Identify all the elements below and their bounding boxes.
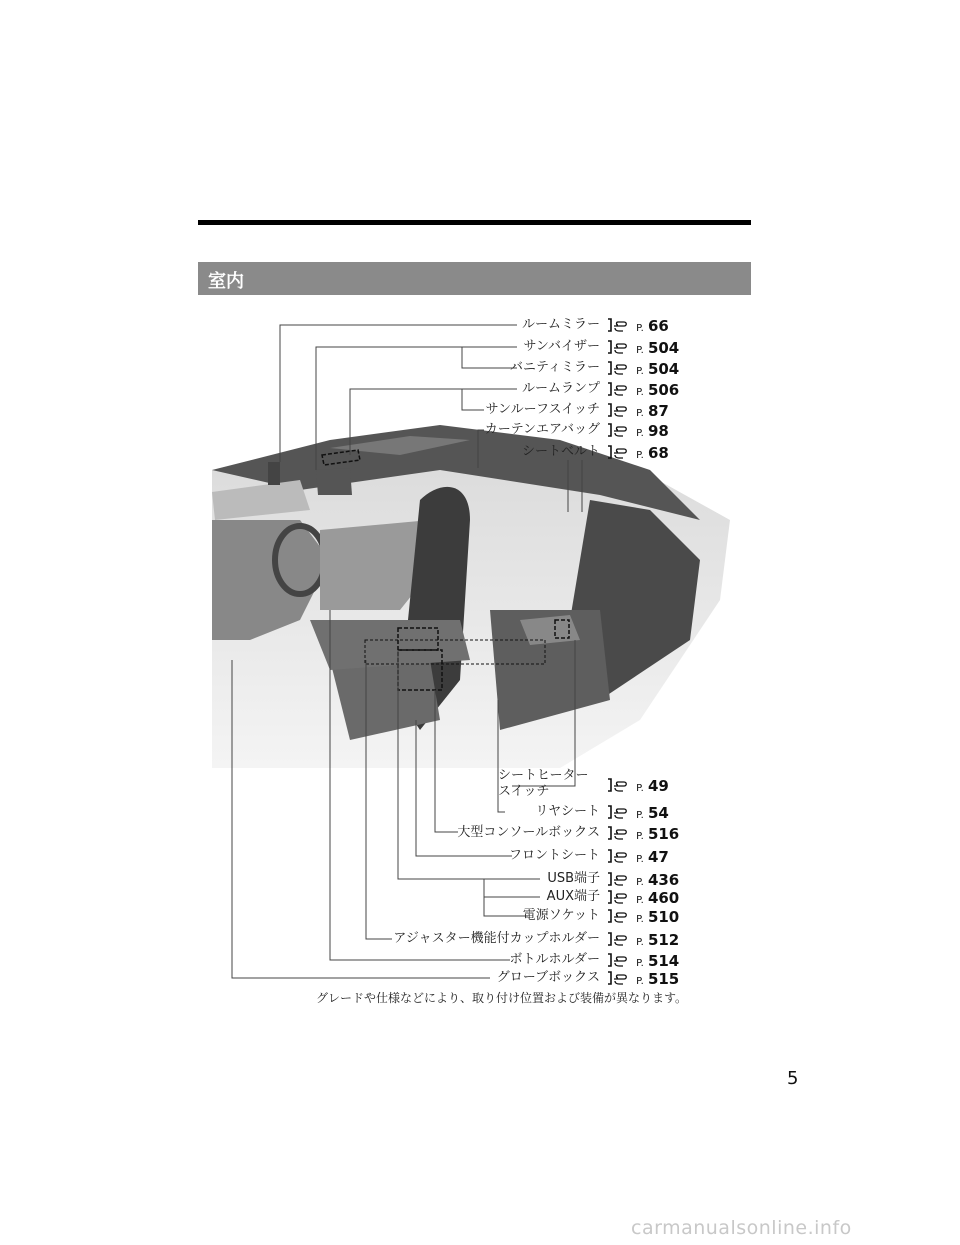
page-ref-number: 514: [647, 952, 680, 970]
page-ref: [606, 444, 669, 465]
label-seat-belt: シートベルト: [521, 444, 600, 459]
page-ref-prefix: P.: [636, 408, 644, 419]
page-ref-prefix: P.: [636, 323, 644, 334]
page-ref-number: 516: [647, 825, 680, 843]
pointing-hand-icon: [606, 908, 632, 929]
label-rear-seat: リヤシート: [535, 804, 600, 819]
page-ref: [606, 908, 679, 929]
pointing-hand-icon: [606, 339, 632, 360]
page-ref: [606, 777, 669, 798]
page-ref: [606, 422, 669, 443]
pointing-hand-icon: [606, 317, 632, 338]
page-ref-prefix: P.: [636, 895, 644, 906]
label-aux-port: AUX端子: [546, 889, 600, 904]
page-ref: [606, 402, 669, 423]
label-front-seat: フロントシート: [508, 848, 600, 863]
page-ref-number: 504: [647, 360, 680, 378]
page-ref: [606, 931, 679, 952]
page-ref-number: 436: [647, 871, 680, 889]
page-ref-prefix: P.: [636, 958, 644, 969]
pointing-hand-icon: [606, 804, 632, 825]
page-ref-number: 510: [647, 908, 680, 926]
page-ref-prefix: P.: [636, 810, 644, 821]
page-ref-prefix: P.: [636, 783, 644, 794]
page-ref: [606, 889, 679, 910]
label-sun-visor: サンバイザー: [523, 339, 600, 354]
pointing-hand-icon: [606, 970, 632, 991]
page-ref-prefix: P.: [636, 366, 644, 377]
page-ref-prefix: P.: [636, 345, 644, 356]
page-ref-prefix: P.: [636, 877, 644, 888]
page-ref-number: 66: [647, 317, 669, 335]
page-ref-number: 515: [647, 970, 680, 988]
page-ref-prefix: P.: [636, 914, 644, 925]
page-ref-number: 504: [647, 339, 680, 357]
label-usb-port: USB端子: [547, 871, 600, 886]
page-ref-number: 68: [647, 444, 669, 462]
page-ref-prefix: P.: [636, 831, 644, 842]
label-seat-heater-switch: シートヒーター スイッチ: [498, 768, 589, 799]
label-power-socket: 電源ソケット: [522, 908, 600, 923]
page-ref: [606, 970, 679, 991]
label-bottle-holder: ボトルホルダー: [509, 952, 600, 967]
page-ref-prefix: P.: [636, 428, 644, 439]
pointing-hand-icon: [606, 381, 632, 402]
pointing-hand-icon: [606, 777, 632, 798]
label-room-mirror: ルームミラー: [521, 317, 600, 332]
pointing-hand-icon: [606, 402, 632, 423]
pointing-hand-icon: [606, 931, 632, 952]
equipment-note: グレードや仕様などにより、取り付け位置および装備が異なります。: [316, 991, 688, 1005]
watermark: carmanualsonline.info: [631, 1217, 852, 1239]
section-title: 室内: [208, 271, 244, 292]
pointing-hand-icon: [606, 848, 632, 869]
pointing-hand-icon: [606, 422, 632, 443]
label-cup-holder: アジャスター機能付カップホルダー: [393, 931, 600, 946]
page-ref-prefix: P.: [636, 387, 644, 398]
page-ref-number: 47: [647, 848, 669, 866]
label-console-box: 大型コンソールボックス: [457, 825, 600, 840]
label-sunroof-switch: サンルーフスイッチ: [485, 402, 600, 417]
pointing-hand-icon: [606, 444, 632, 465]
page-ref: [606, 825, 679, 846]
page-ref-number: 87: [647, 402, 669, 420]
page-ref: [606, 381, 679, 402]
page-ref-prefix: P.: [636, 937, 644, 948]
page-ref-number: 506: [647, 381, 680, 399]
page-ref-prefix: P.: [636, 854, 644, 865]
label-room-lamp: ルームランプ: [521, 381, 600, 396]
page-ref-number: 512: [647, 931, 680, 949]
label-glove-box: グローブボックス: [496, 970, 600, 985]
label-vanity-mirror: バニティミラー: [510, 360, 600, 375]
page-ref-number: 98: [647, 422, 669, 440]
page-ref-number: 49: [647, 777, 669, 795]
page-ref-prefix: P.: [636, 450, 644, 461]
page-ref-number: 54: [647, 804, 669, 822]
pointing-hand-icon: [606, 825, 632, 846]
page-ref: [606, 360, 679, 381]
pointing-hand-icon: [606, 360, 632, 381]
page-ref: [606, 339, 679, 360]
page-ref: [606, 804, 669, 825]
page-ref: [606, 317, 669, 338]
page-number: 5: [787, 1068, 799, 1089]
page-ref-number: 460: [647, 889, 680, 907]
pointing-hand-icon: [606, 889, 632, 910]
page-ref-prefix: P.: [636, 976, 644, 987]
label-curtain-airbag: カーテンエアバッグ: [484, 422, 600, 437]
page-ref: [606, 848, 669, 869]
